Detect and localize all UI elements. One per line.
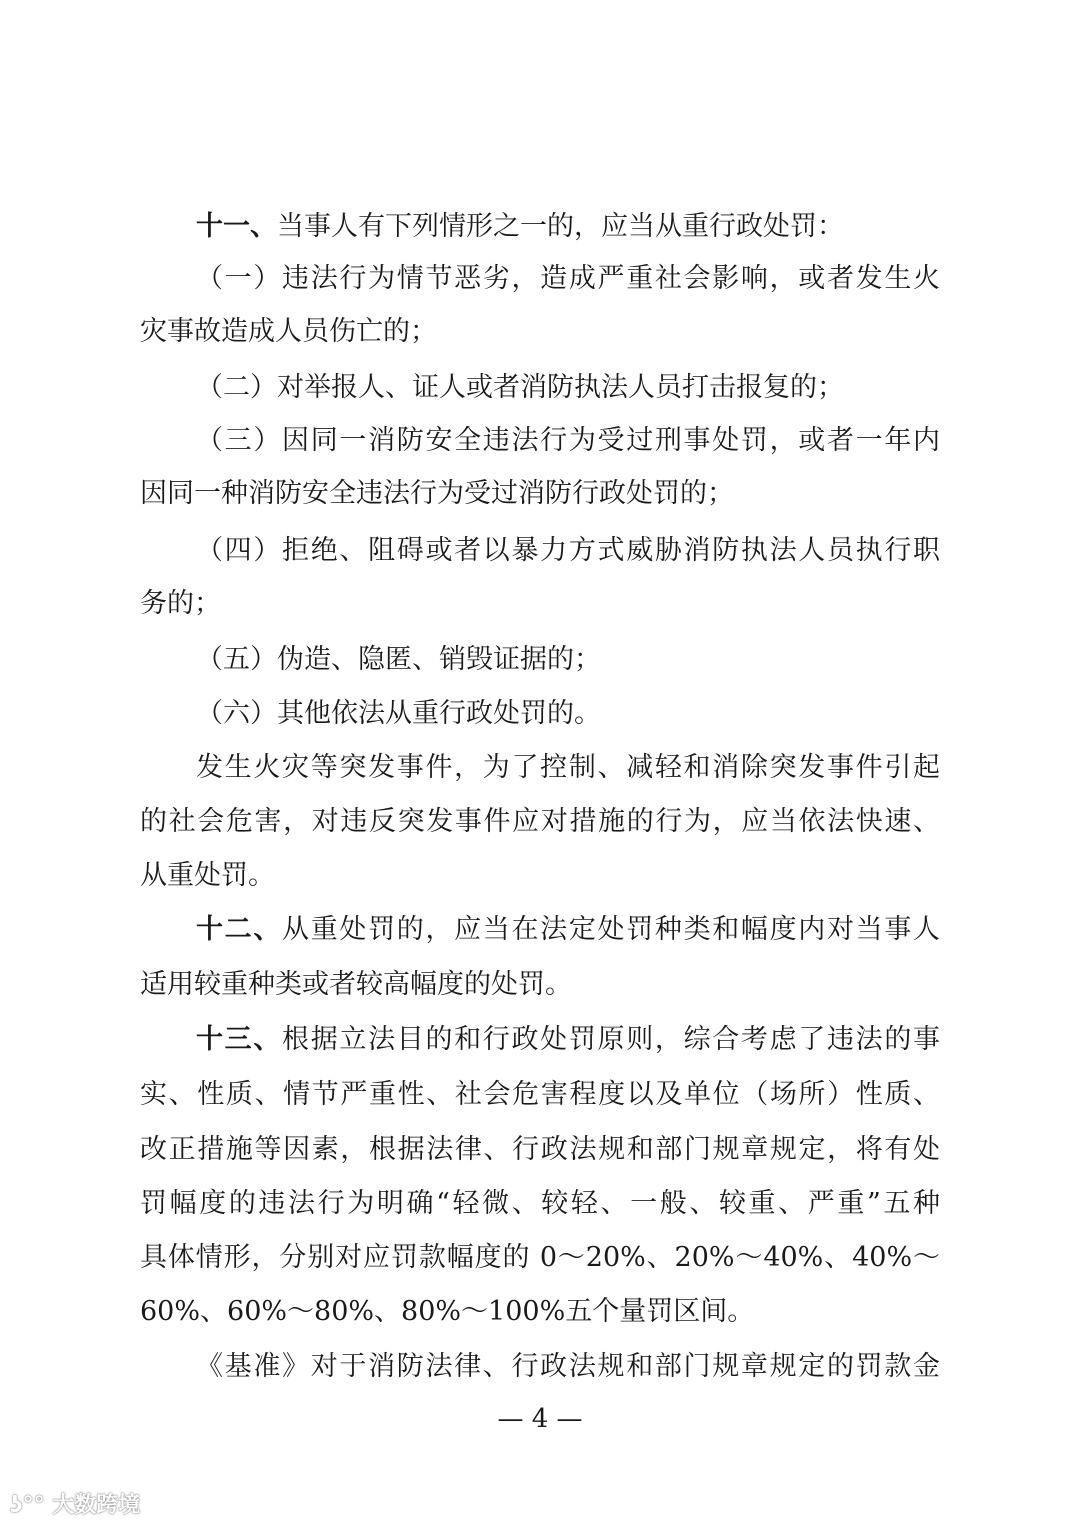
line-text: 适用较重种类或者较高幅度的处罚。 (140, 969, 572, 1000)
text-line (196, 370, 940, 406)
line-text: （五）伪造、隐匿、销毁证据的； (196, 644, 601, 675)
line-text: 具体情形，分别对应罚款幅度的 0～20%、20%～40%、40%～ (140, 1242, 940, 1273)
text-line (196, 209, 940, 245)
text-line (140, 1294, 940, 1330)
text-line (196, 533, 940, 569)
text-line (196, 1349, 940, 1385)
watermark-text: 大数跨境 (52, 1493, 141, 1518)
line-text: （一）违法行为情节恶劣，造成严重社会影响，或者发生火 (196, 263, 940, 294)
section-number: 十一、 (196, 211, 277, 242)
line-text: 发生火灾等突发事件，为了控制、减轻和消除突发事件引起 (196, 752, 940, 783)
text-line (140, 586, 940, 622)
line-text: （六）其他依法从重行政处罚的。 (196, 698, 601, 729)
text-line (196, 423, 940, 459)
text-line (196, 642, 940, 678)
text-line (140, 1132, 940, 1168)
line-text: 当事人有下列情形之一的，应当从重行政处罚： (277, 211, 844, 242)
line-text: 从重处罚。 (140, 860, 275, 891)
text-line (196, 696, 940, 732)
line-text: （三）因同一消防安全违法行为受过刑事处罚，或者一年内 (196, 425, 940, 456)
section-number: 十二、 (196, 914, 283, 945)
line-text: 务的； (140, 588, 221, 619)
line-text: 实、性质、情节严重性、社会危害程度以及单位（场所）性质、 (140, 1079, 940, 1110)
line-text: 罚幅度的违法行为明确“轻微、较轻、一般、较重、严重”五种 (140, 1188, 940, 1219)
text-line (196, 261, 940, 297)
text-line (196, 750, 940, 786)
line-text: 因同一种消防安全违法行为受过消防行政处罚的； (140, 478, 734, 509)
page-number: — 4 — (497, 1404, 583, 1434)
line-text: 的社会危害，对违反突发事件应对措施的行为，应当依法快速、 (140, 806, 940, 837)
line-text: 60%、60%～80%、80%～100%五个量罚区间。 (140, 1296, 755, 1327)
text-line (140, 967, 940, 1003)
line-text: 根据立法目的和行政处罚原则，综合考虑了违法的事 (282, 1024, 941, 1055)
line-text: （二）对举报人、证人或者消防执法人员打击报复的； (196, 372, 844, 403)
line-text: 从重处罚的，应当在法定处罚种类和幅度内对当事人 (282, 914, 941, 945)
text-line (140, 1186, 940, 1222)
text-line (140, 314, 940, 350)
line-text: （四）拒绝、阻碍或者以暴力方式威胁消防执法人员执行职 (196, 535, 940, 566)
text-line (140, 858, 940, 894)
line-text: 灾事故造成人员伤亡的； (140, 316, 437, 347)
text-line (140, 804, 940, 840)
watermark-logo (10, 1488, 140, 1519)
text-line (140, 1240, 940, 1276)
text-line (196, 912, 940, 948)
line-text: 改正措施等因素，根据法律、行政法规和部门规章规定，将有处 (140, 1134, 940, 1165)
line-text: 《基准》对于消防法律、行政法规和部门规章规定的罚款金 (196, 1351, 940, 1382)
section-number: 十三、 (196, 1024, 283, 1055)
text-line (140, 476, 940, 512)
text-line (140, 1077, 940, 1113)
text-line (196, 1022, 940, 1058)
watermark-mark-icon: ʖ°° (10, 1493, 45, 1518)
